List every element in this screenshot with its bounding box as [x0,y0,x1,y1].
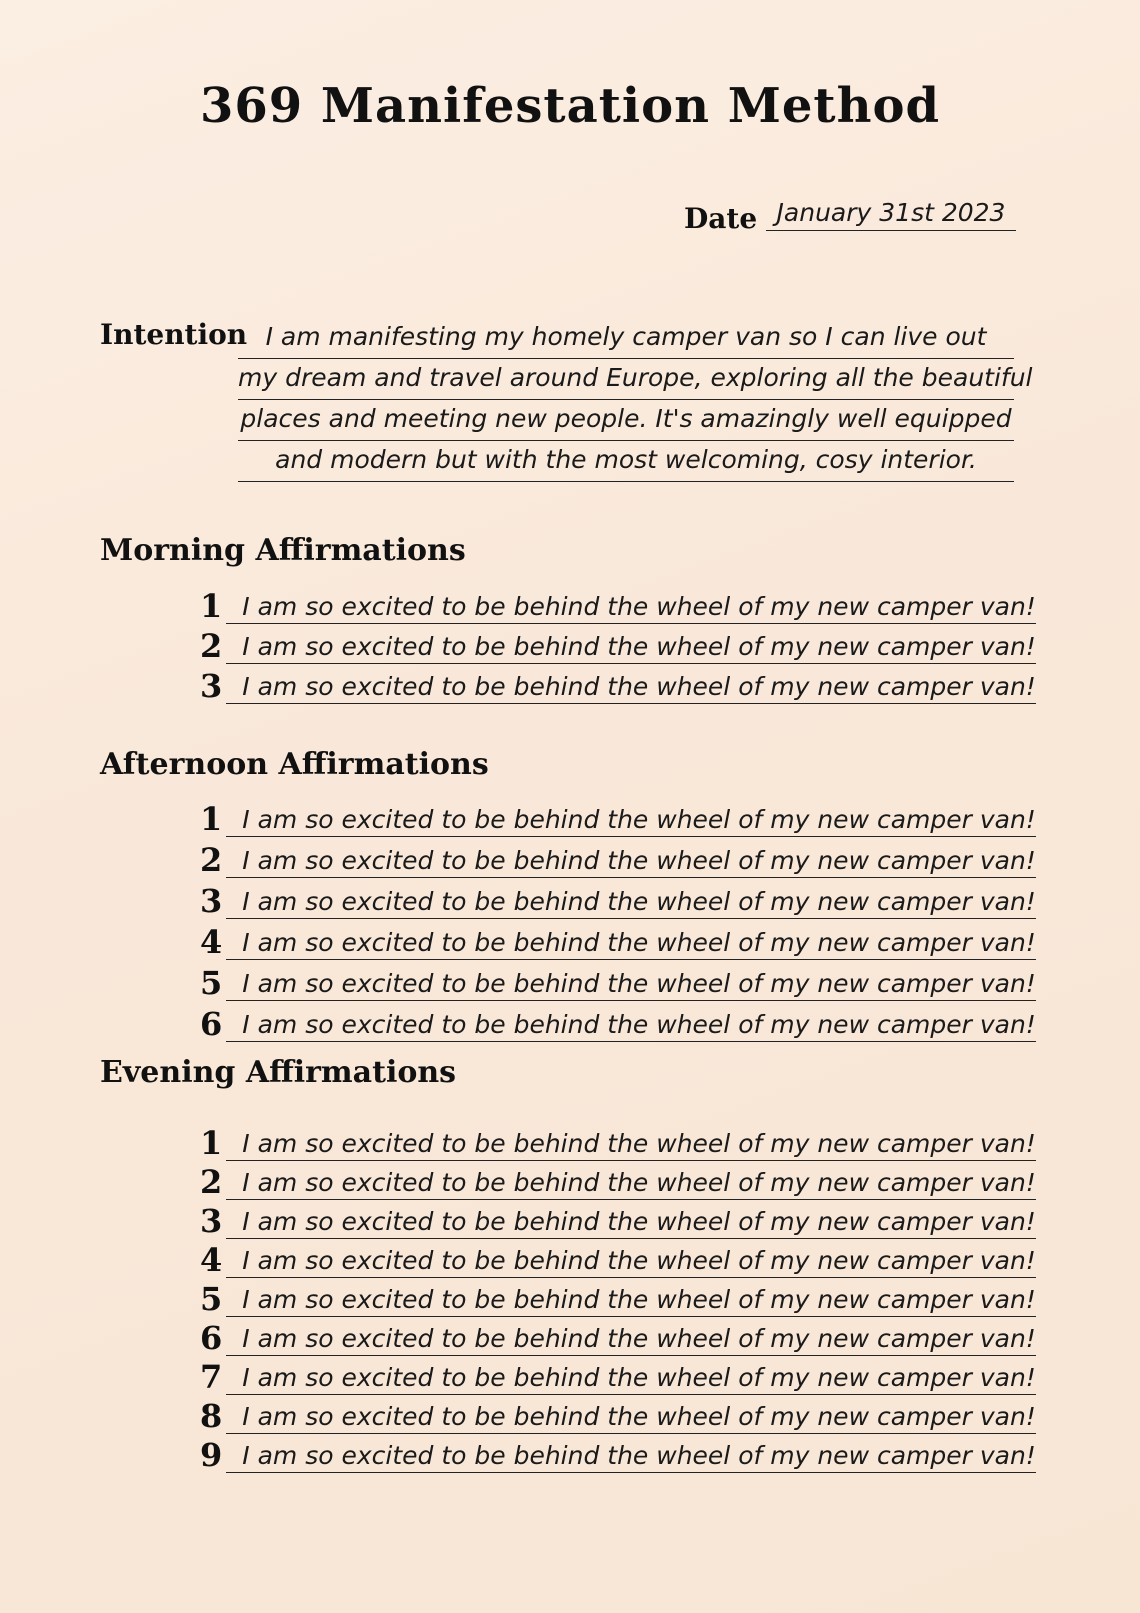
intention-line: my dream and travel around Europe, exploring all the beautiful [238,359,1014,400]
evening-affirmations-list [200,1122,1036,1474]
affirmation-text: I am so excited to be behind the wheel of my new camper van! [226,804,1036,837]
affirmation-text: I am so excited to be behind the wheel of my new camper van! [226,1206,1036,1239]
date-field [684,196,1016,236]
affirmation-number: 6 [200,1319,223,1357]
affirmation-text: I am so excited to be behind the wheel of my new camper van! [226,927,1036,960]
affirmation-number: 4 [200,1241,223,1279]
affirmation-row [200,584,1036,625]
date-label: Date [684,202,758,235]
affirmation-row [200,624,1036,665]
afternoon-affirmations-list [200,796,1036,1043]
affirmation-row [200,796,1036,838]
affirmation-row [200,1395,1036,1435]
affirmation-number: 1 [200,1124,223,1162]
intention-line: and modern but with the most welcoming, cosy interior. [238,441,1014,482]
affirmation-text: I am so excited to be behind the wheel of my new camper van! [226,845,1036,878]
morning-affirmations-list [200,584,1036,705]
affirmation-number: 9 [200,1436,223,1474]
affirmation-number: 1 [200,587,223,625]
affirmation-row [200,1317,1036,1357]
affirmation-number: 4 [200,923,223,961]
affirmation-row [200,1278,1036,1318]
affirmation-row [200,960,1036,1002]
affirmation-text: I am so excited to be behind the wheel of my new camper van! [226,886,1036,919]
afternoon-heading: Afternoon Affirmations [100,747,489,782]
affirmation-row [200,837,1036,879]
intention-line: places and meeting new people. It's amazingly well equipped [238,400,1014,441]
page-title: 369 Manifestation Method [199,78,941,134]
intention-label: Intention [100,318,248,351]
affirmation-text: I am so excited to be behind the wheel of my new camper van! [226,1323,1036,1356]
affirmation-number: 5 [200,964,223,1002]
affirmation-row [200,1122,1036,1162]
affirmation-row [200,1161,1036,1201]
affirmation-row [200,1200,1036,1240]
affirmation-row [200,1434,1036,1474]
evening-heading: Evening Affirmations [100,1055,457,1090]
affirmation-text: I am so excited to be behind the wheel of my new camper van! [226,591,1036,624]
intention-text-block [238,318,1033,482]
affirmation-text: I am so excited to be behind the wheel of my new camper van! [226,1362,1036,1395]
affirmation-number: 1 [200,800,223,838]
affirmation-text: I am so excited to be behind the wheel of my new camper van! [226,1401,1036,1434]
affirmation-number: 3 [200,1202,223,1240]
affirmation-row [200,1239,1036,1279]
affirmation-number: 2 [200,627,223,665]
affirmation-text: I am so excited to be behind the wheel of my new camper van! [226,1245,1036,1278]
affirmation-row [200,664,1036,705]
affirmation-number: 7 [200,1358,223,1396]
affirmation-text: I am so excited to be behind the wheel of my new camper van! [226,631,1036,664]
intention-line: I am manifesting my homely camper van so I can live out [238,318,1014,359]
affirmation-text: I am so excited to be behind the wheel of my new camper van! [226,671,1036,704]
affirmation-text: I am so excited to be behind the wheel of my new camper van! [226,1284,1036,1317]
affirmation-text: I am so excited to be behind the wheel of my new camper van! [226,968,1036,1001]
affirmation-row [200,1001,1036,1043]
affirmation-text: I am so excited to be behind the wheel of my new camper van! [226,1009,1036,1042]
affirmation-number: 3 [200,667,223,705]
affirmation-number: 5 [200,1280,223,1318]
affirmation-number: 3 [200,882,223,920]
affirmation-row [200,878,1036,920]
affirmation-text: I am so excited to be behind the wheel of my new camper van! [226,1167,1036,1200]
affirmation-text: I am so excited to be behind the wheel of my new camper van! [226,1440,1036,1473]
affirmation-text: I am so excited to be behind the wheel of my new camper van! [226,1128,1036,1161]
affirmation-row [200,919,1036,961]
affirmation-number: 8 [200,1397,223,1435]
affirmation-row [200,1356,1036,1396]
morning-heading: Morning Affirmations [100,533,466,568]
date-value: January 31st 2023 [766,196,1016,231]
affirmation-number: 6 [200,1005,223,1043]
affirmation-number: 2 [200,841,223,879]
affirmation-number: 2 [200,1163,223,1201]
